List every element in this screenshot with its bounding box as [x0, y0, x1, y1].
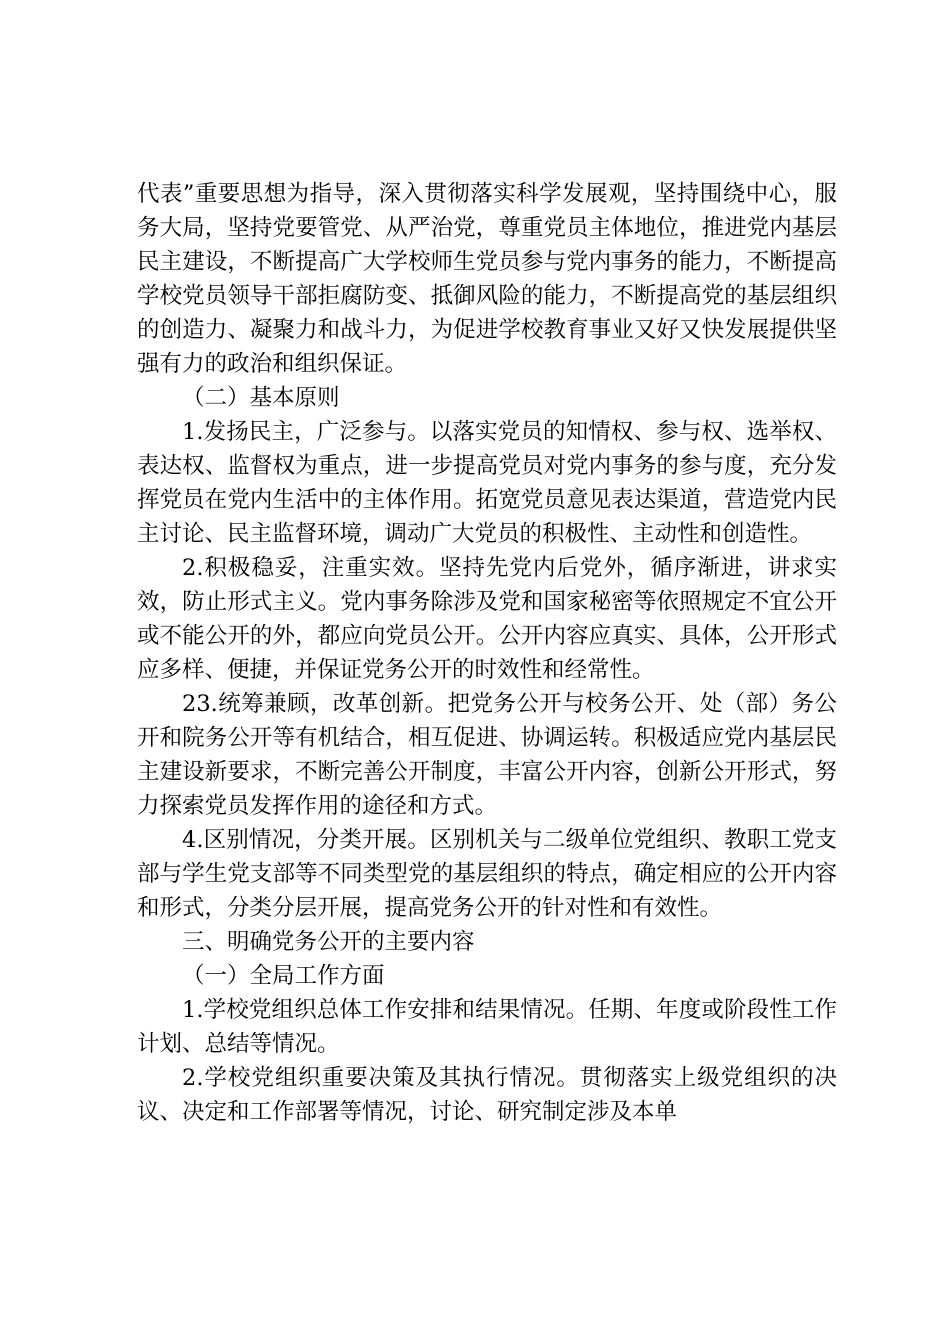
- heading-overall-work: （一）全局工作方面: [182, 963, 385, 989]
- heading-section-3: 三、明确党务公开的主要内容: [182, 929, 475, 955]
- paragraph-principle-3: 23.统筹兼顾，改革创新。把党务公开与校务公开、处（部）务公开和院务公开等有机结合，相互促进、协调运转。积极适应党内基层民主建设新要求，不断完善公开制度，丰富公开内容，创新公开形式，努力探索党员发挥作用的途径和方式。: [137, 691, 837, 819]
- document-body: [137, 177, 837, 1129]
- paragraph-principle-1: 1.发扬民主，广泛参与。以落实党员的知情权、参与权、选举权、表达权、监督权为重点，进一步提高党员对党内事务的参与度，充分发挥党员在党内生活中的主体作用。拓宽党员意见表达渠道，营造党内民主讨论、民主监督环境，调动广大党员的积极性、主动性和创造性。: [137, 419, 837, 547]
- heading-basic-principles: （二）基本原则: [182, 385, 340, 411]
- paragraph-principle-4: 4.区别情况，分类开展。区别机关与二级单位党组织、教职工党支部与学生党支部等不同类型党的基层组织的特点，确定相应的公开内容和形式，分类分层开展，提高党务公开的针对性和有效性。: [137, 827, 837, 921]
- paragraph-principle-2: 2.积极稳妥，注重实效。坚持先党内后党外，循序渐进，讲求实效，防止形式主义。党内事务除涉及党和国家秘密等依照规定不宜公开或不能公开的外，都应向党员公开。公开内容应真实、具体，公开形式应多样、便捷，并保证党务公开的时效性和经常性。: [137, 555, 837, 683]
- paragraph-guiding-ideology: 代表”重要思想为指导，深入贯彻落实科学发展观，坚持围绕中心，服务大局，坚持党要管党、从严治党，尊重党员主体地位，推进党内基层民主建设，不断提高广大学校师生党员参与党内事务的能力，不断提高学校党员领导干部拒腐防变、抵御风险的能力，不断提高党的基层组织的创造力、凝聚力和战斗力，为促进学校教育事业又好又快发展提供坚强有力的政治和组织保证。: [137, 181, 837, 377]
- paragraph-item-1: 1.学校党组织总体工作安排和结果情况。任期、年度或阶段性工作计划、总结等情况。: [137, 997, 837, 1057]
- paragraph-item-2: 2.学校党组织重要决策及其执行情况。贯彻落实上级党组织的决议、决定和工作部署等情况，讨论、研究制定涉及本单: [137, 1065, 837, 1125]
